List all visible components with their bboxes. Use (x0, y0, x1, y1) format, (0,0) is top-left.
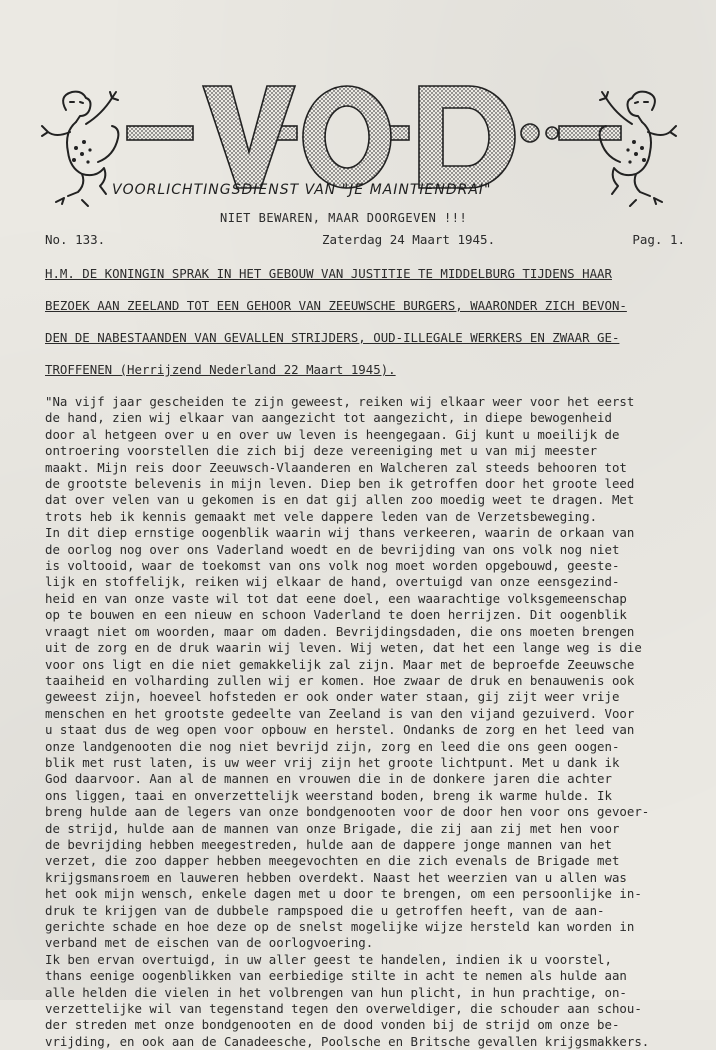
body-line: de hand, zien wij elkaar van aangezicht tot aangezicht, in diepe bewogenheid (45, 410, 612, 426)
page-number: Pag. 1. (632, 232, 685, 247)
body-line: krijgsmansroem en lauweren hebben overdekt. Naast het weerzien van u allen was (45, 869, 627, 885)
article (45, 250, 685, 1050)
body-line: trots heb ik kennis gemaakt met vele dappere leden van de Verzetsbeweging. (45, 508, 598, 524)
headline-line: BEZOEK AAN ZEELAND TOT EEN GEHOOR VAN ZEEUWSCHE BURGERS, WAARONDER ZICH BEVON- (45, 298, 627, 313)
body-line: de bevrijding hebben meegestreden, hulde aan de dappere jonge mannen van het (45, 836, 612, 852)
body-line: druk te krijgen van de dubbele rampspoed die u getroffen heeft, van de aan- (45, 902, 605, 918)
body-line: voor ons ligt en die niet gemakkelijk zal zijn. Maar met de beproefde Zeeuwsche (45, 656, 635, 672)
body-line: breng hulde aan de legers van onze bondgenooten voor de door hen voor ons gevoer- (45, 804, 650, 820)
body-line: vrijding, en ook aan de Canadeesche, Poolsche en Britsche gevallen krijgsmakkers. (45, 1033, 650, 1049)
issue-info (45, 232, 685, 247)
headline-line: DEN DE NABESTAANDEN VAN GEVALLEN STRIJDERS, OUD-ILLEGALE WERKERS EN ZWAAR GE- (45, 330, 620, 345)
article-headline (45, 250, 685, 394)
headline-line: H.M. DE KONINGIN SPRAK IN HET GEBOUW VAN JUSTITIE TE MIDDELBURG TIJDENS HAAR (45, 266, 612, 281)
body-line: lijk en stoffelijk, reiken wij elkaar de hand, overtuigd van onze eensgezind- (45, 574, 620, 590)
body-line: thans eenige oogenblikken van eerbiedige stilte in acht te nemen als hulde aan (45, 968, 627, 984)
body-line: ons liggen, taai en onverzettelijk weerstand boden, breng ik warme hulde. Ik (45, 787, 612, 803)
body-line: dat over velen van u gekomen is en dat gij allen zoo moedig weet te dragen. Met (45, 492, 635, 508)
body-line: der streden met onze bondgenooten en de dood vonden bij de strijd om onze be- (45, 1017, 620, 1033)
body-line: maakt. Mijn reis door Zeeuwsch-Vlaanderen en Walcheren zal steeds behooren tot (45, 459, 627, 475)
body-line: uit de zorg en de druk waarin wij leven. Wij weten, dat het een lange weg is die (45, 640, 642, 656)
body-line: vraagt niet om woorden, maar om daden. Bevrijdingsdaden, die ons moeten brengen (45, 623, 635, 639)
body-line: de grootste belevenis in mijn leven. Diep ben ik getroffen door het groote leed (45, 476, 635, 492)
body-line: "Na vijf jaar gescheiden te zijn geweest, reiken wij elkaar weer voor het eerst (45, 394, 635, 409)
body-line: blik met rust laten, is uw weer vrij zijn het groote lichtpunt. Met u dank ik (45, 754, 620, 770)
body-line: menschen en het grootste gedeelte van Zeeland is van den vijand gezuiverd. Voor (45, 705, 635, 721)
masthead (30, 82, 690, 232)
motto: NIET BEWAREN, MAAR DOORGEVEN !!! (220, 211, 468, 225)
issue-date: Zaterdag 24 Maart 1945. (322, 232, 496, 247)
body-line: verzet, die zoo dapper hebben meegevochten en die zich evenals de Brigade met (45, 853, 620, 869)
masthead-subtitle: VOORLICHTINGSDIENST VAN "JE MAINTIENDRAI" (112, 182, 492, 198)
body-line: het ook mijn wensch, enkele dagen met u door te brengen, om een persoonlijke in- (45, 886, 642, 902)
body-line: taaiheid en volharding zullen wij er komen. Hoe zwaar de druk en benauwenis ook (45, 672, 635, 688)
article-body (45, 394, 685, 1050)
body-line: ontroering voorstellen die zich bij deze vereeniging met u van mij meester (45, 443, 598, 459)
body-line: In dit diep ernstige oogenblik waarin wij thans verkeeren, waarin de orkaan van (45, 525, 635, 541)
issue-number: No. 133. (45, 232, 106, 247)
body-line: door al hetgeen over u en over uw leven is heengegaan. Gij kunt u moeilijk de (45, 426, 620, 442)
body-line: de strijd, hulde aan de mannen van onze Brigade, die zij aan zij met hen voor (45, 820, 620, 836)
body-line: verband met de eischen van de oorlogvoering. (45, 935, 374, 951)
body-line: alle helden die vielen in het volbrengen van hun plicht, in hun prachtige, on- (45, 984, 627, 1000)
body-line: God daarvoor. Aan al de mannen en vrouwen die in de donkere jaren die achter (45, 771, 612, 787)
body-line: de oorlog nog over ons Vaderland woedt en de bevrijding van ons volk nog niet (45, 541, 620, 557)
body-line: onze landgenooten die nog niet bevrijd zijn, zorg en leed die ons geen oogen- (45, 738, 620, 754)
body-line: Ik ben ervan overtuigd, in uw aller geest te handelen, indien ik u voorstel, (45, 951, 612, 967)
body-line: geweest zijn, hoeveel hofsteden er ook onder water staan, gij zijt weer vrije (45, 689, 620, 705)
body-line: is voltooid, waar de toekomst van ons volk nog moet worden opgebouwd, geeste- (45, 558, 620, 574)
body-line: u staat dus de weg open voor opbouw en herstel. Ondanks de zorg en het leed van (45, 722, 635, 738)
body-line: verzettelijke wil van tegenstand tegen den overweldiger, die schouder aan schou- (45, 1001, 642, 1017)
body-line: gerichte schade en hoe deze op de snelst mogelijke wijze hersteld kan worden in (45, 919, 635, 934)
body-line: heid en van onze vaste wil tot dat eene doel, een waarachtige volksgemeenschap (45, 590, 627, 606)
headline-line: TROFFENEN (Herrijzend Nederland 22 Maart 1945). (45, 362, 396, 377)
body-line: op te bouwen en een nieuw en schoon Vaderland te doen herrijzen. Dit oogenblik (45, 607, 627, 623)
